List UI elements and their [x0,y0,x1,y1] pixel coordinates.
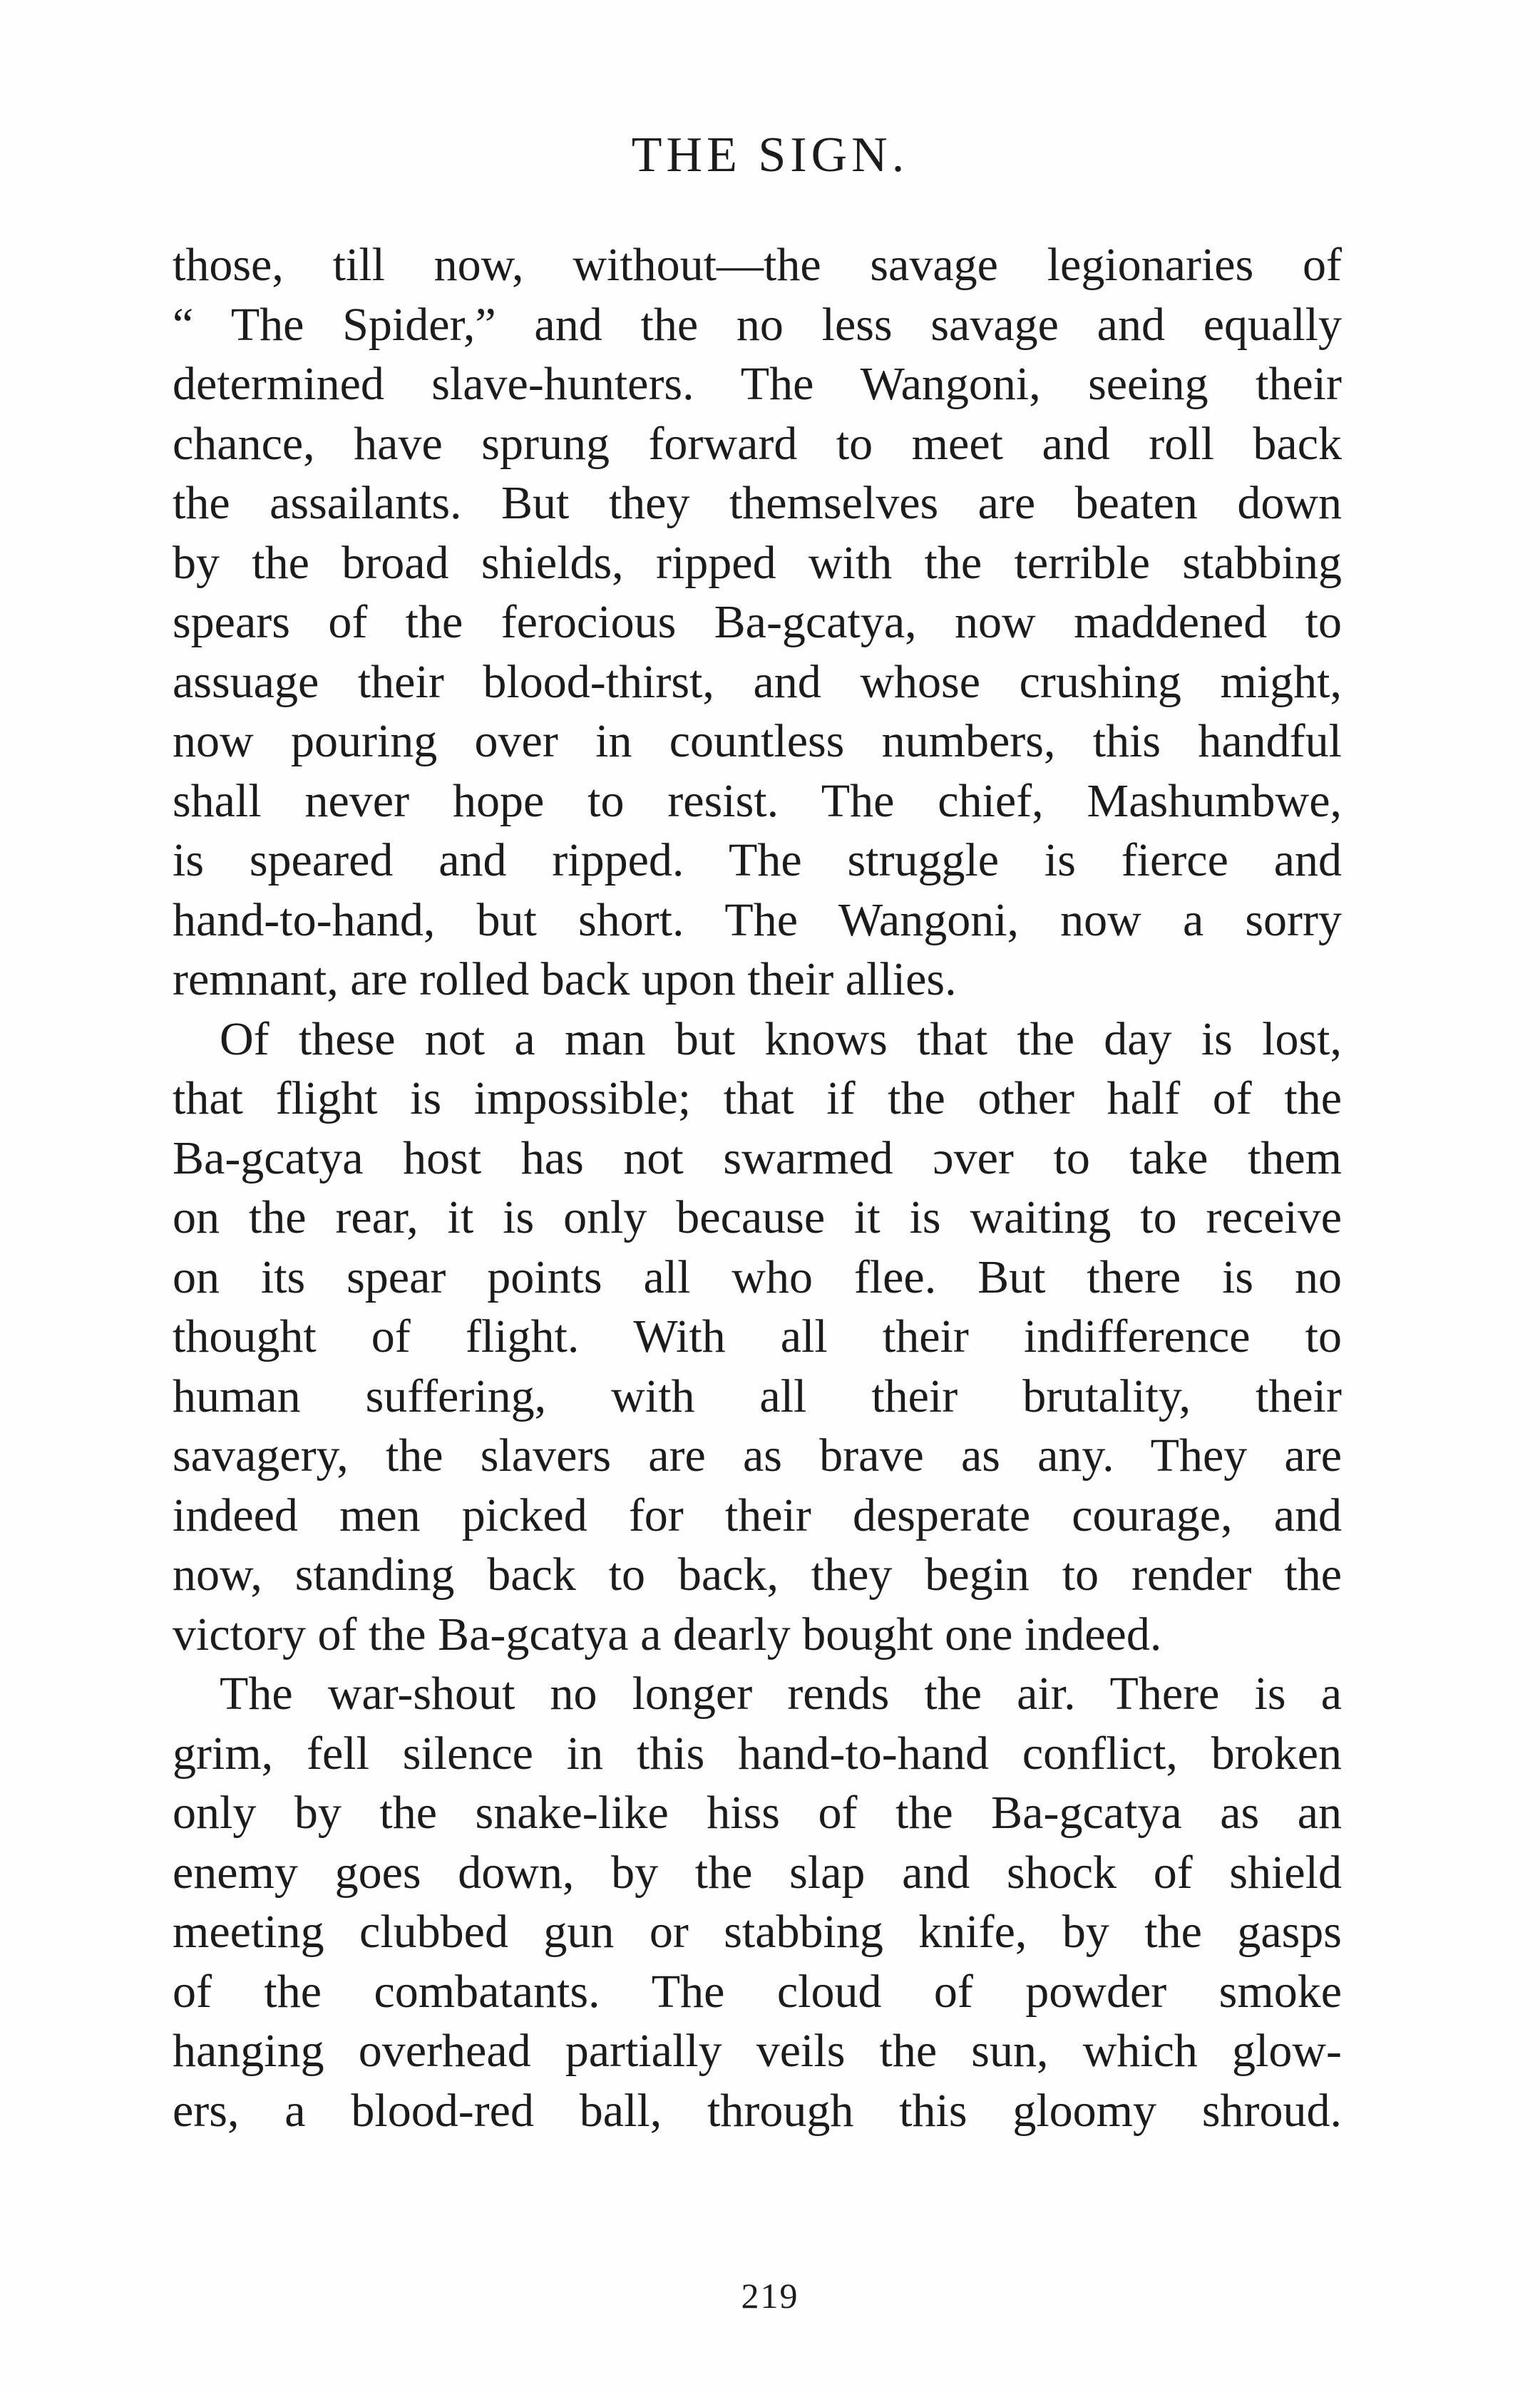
text-line: savagery, the slavers are as brave as any. They are [173,1429,1342,1482]
text-line: only by the snake-like hiss of the Ba-gcatya as an [173,1787,1342,1839]
text-line: of the combatants. The cloud of powder smoke [173,1965,1342,2018]
text-line: shall never hope to resist. The chief, Mashumbwe, [173,774,1342,827]
body-text [173,235,1342,2140]
text-line: chance, have sprung forward to meet and roll back [173,417,1342,470]
text-line: human suffering, with all their brutality, their [173,1370,1342,1422]
text-line: now, standing back to back, they begin to render the [173,1549,1342,1601]
text-line: determined slave-hunters. The Wangoni, seeing their [173,358,1342,410]
page-number: 219 [741,2276,799,2316]
text-line: those, till now, without—the savage legionaries of [173,239,1342,291]
text-line: is speared and ripped. The struggle is fierce and [173,834,1342,886]
paragraph-2 [173,1010,1342,1665]
text-line: by the broad shields, ripped with the terrible stabbing [173,536,1342,589]
text-line: The war-shout no longer rends the air. There is a [220,1668,1342,1720]
text-line: grim, fell silence in this hand-to-hand conflict, broken [173,1727,1342,1780]
text-line: the assailants. But they themselves are beaten down [173,477,1342,529]
text-line: ers, a blood-red ball, through this gloomy shroud. [173,2084,1342,2137]
text-line: meeting clubbed gun or stabbing knife, by the gasps [173,1906,1342,1958]
text-line: hanging overhead partially veils the sun, which glow- [173,2025,1342,2077]
text-line: on its spear points all who flee. But there is no [173,1251,1342,1303]
paragraph-3 [173,1664,1342,2140]
text-line: indeed men picked for their desperate courage, and [173,1489,1342,1541]
text-line: “ The Spider,” and the no less savage and equally [173,298,1342,351]
text-line: assuage their blood-thirst, and whose crushing might, [173,655,1342,708]
text-line: Of these not a man but knows that the day is lost, [220,1012,1342,1065]
text-line: now pouring over in countless numbers, this handful [173,715,1342,767]
paragraph-1 [173,235,1342,1010]
text-line: enemy goes down, by the slap and shock of shield [173,1846,1342,1899]
text-line: thought of flight. With all their indifference to [173,1310,1342,1362]
text-line: hand-to-hand, but short. The Wangoni, now a sorry [173,893,1342,946]
text-line: Ba-gcatya host has not swarmed ɔver to take them [173,1131,1342,1184]
text-line: spears of the ferocious Ba-gcatya, now maddened to [173,596,1342,648]
text-line: on the rear, it is only because it is waiting to receive [173,1191,1342,1243]
running-title: THE SIGN. [631,128,909,183]
text-line: victory of the Ba-gcatya a dearly bought one indeed. [173,1608,1162,1660]
text-line: that flight is impossible; that if the other half of the [173,1072,1342,1124]
text-line: remnant, are rolled back upon their allies. [173,953,957,1005]
